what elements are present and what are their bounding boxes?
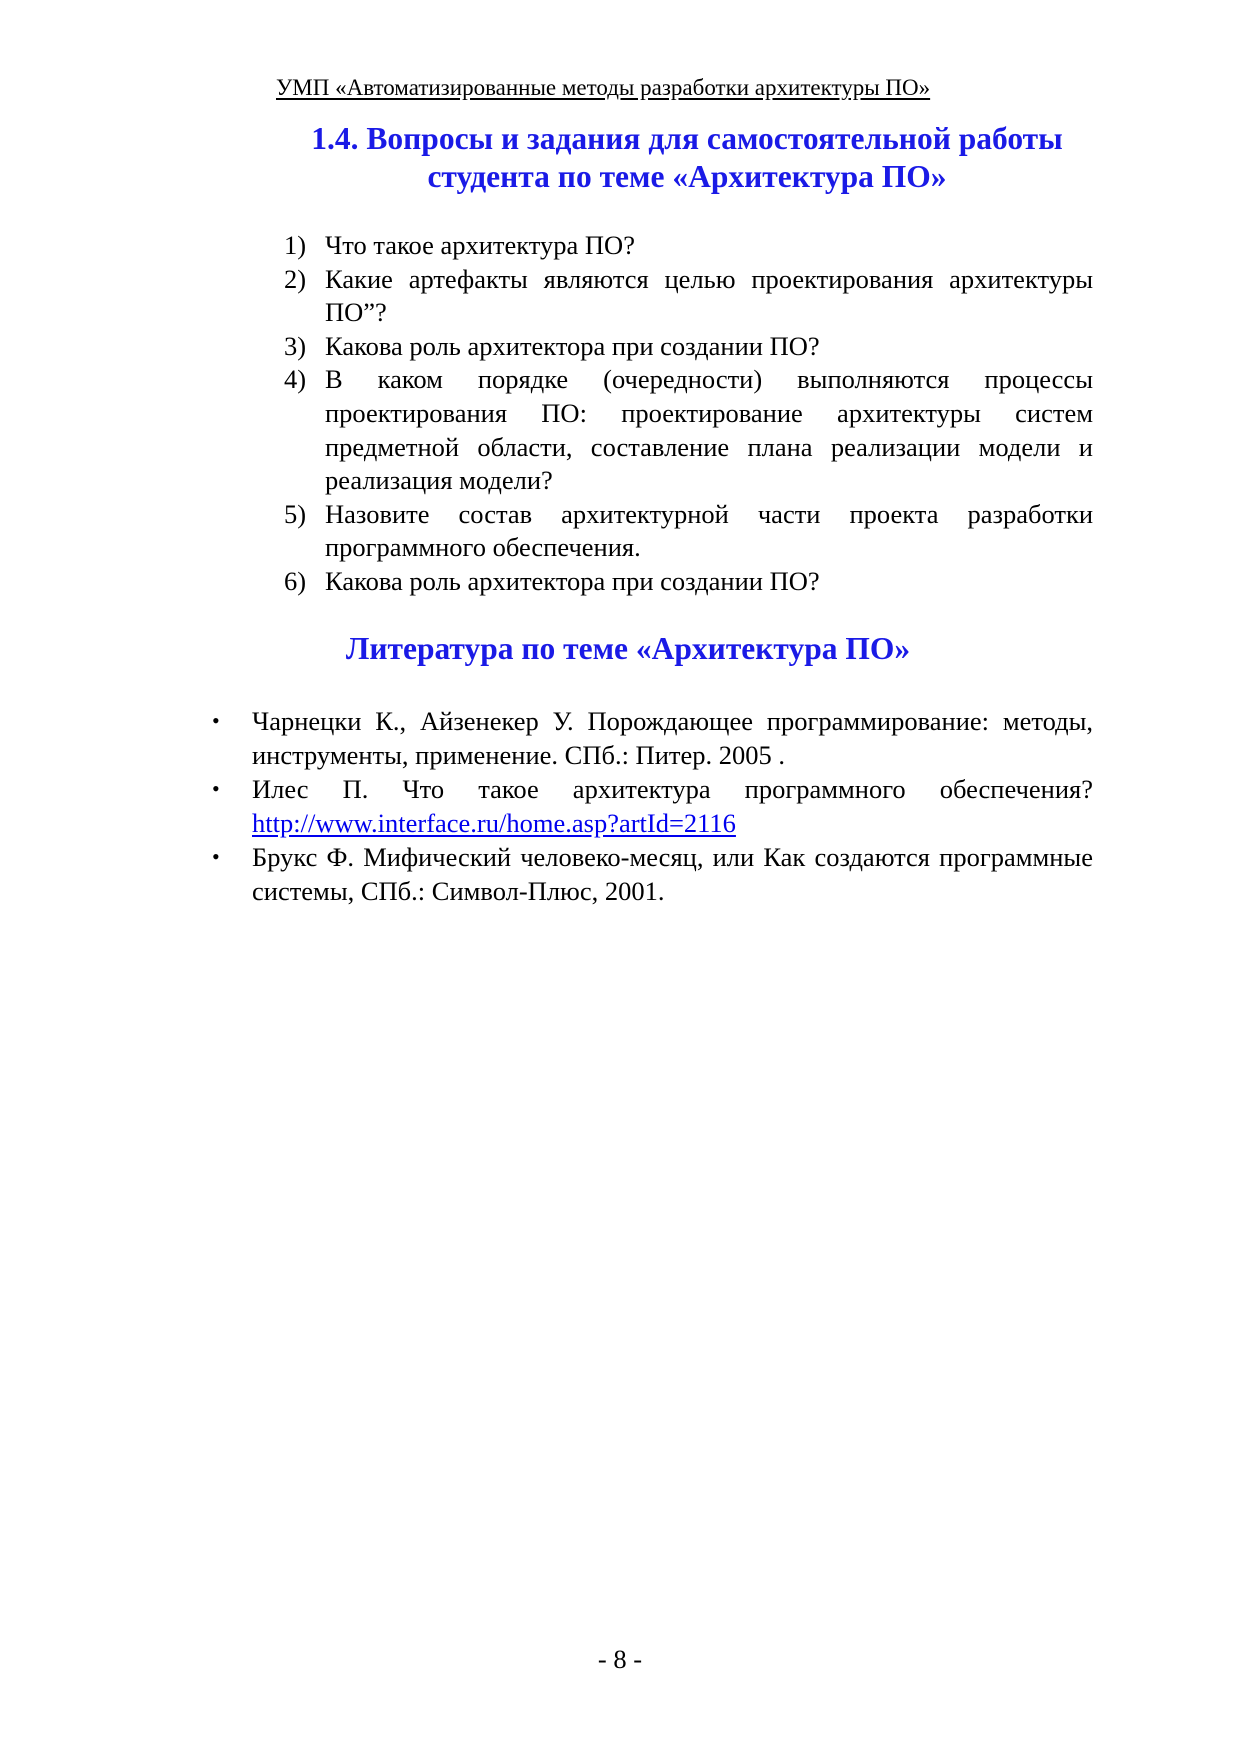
question-text: В каком порядке (очередности) выполняются процессы проектирования ПО: проектирование архитектуры систем предметной области, составление плана реализации модели и реализация модели? <box>325 364 1093 496</box>
question-number: 2) <box>284 263 307 294</box>
question-item <box>284 229 1093 263</box>
page-number: - 8 - <box>597 1644 643 1674</box>
running-header: УМП «Автоматизированные методы разработки архитектуры ПО» <box>276 75 931 100</box>
question-number: 3) <box>284 330 307 361</box>
reference-item <box>212 704 1093 772</box>
bullet-icon: • <box>212 776 220 801</box>
question-text: Какова роль архитектора при создании ПО? <box>325 565 820 596</box>
question-text: Какие артефакты являются целью проектирования архитектуры ПО”? <box>325 263 1093 328</box>
question-item <box>284 565 1093 599</box>
question-text: Что такое архитектура ПО? <box>325 230 635 260</box>
bullet-icon: • <box>212 708 220 733</box>
question-text: Назовите состав архитектурной части проекта разработки программного обеспечения. <box>325 498 1093 563</box>
question-item <box>284 263 1093 330</box>
question-item <box>284 363 1093 497</box>
reference-text: Брукс Ф. Мифический человеко-месяц, или Как создаются программные системы, СПб.: Символ-Плюс, 2001. <box>252 842 1093 906</box>
question-number: 6) <box>284 565 307 596</box>
literature-title: Литература по теме «Архитектура ПО» <box>345 631 911 666</box>
question-item <box>284 330 1093 364</box>
references-list <box>212 704 1093 908</box>
reference-text: Чарнецки К., Айзенекер У. Порождающее программирование: методы, инструменты, применение. СПб.: Питер. 2005 . <box>252 706 1093 770</box>
question-number: 1) <box>284 230 307 260</box>
reference-item <box>212 840 1093 908</box>
reference-text: Илес П. Что такое архитектура программного обеспечения? <box>252 774 1093 804</box>
reference-item <box>212 772 1093 840</box>
reference-link[interactable]: http://www.interface.ru/home.asp?artId=2116 <box>252 808 736 838</box>
question-number: 4) <box>284 364 307 395</box>
questions-list <box>284 229 1093 599</box>
question-number: 5) <box>284 498 307 529</box>
bullet-icon: • <box>212 844 220 869</box>
question-item <box>284 498 1093 565</box>
section-title: 1.4. Вопросы и задания для самостоятельной работы студента по теме «Архитектура ПО» <box>311 121 1063 194</box>
question-text: Какова роль архитектора при создании ПО? <box>325 330 820 361</box>
